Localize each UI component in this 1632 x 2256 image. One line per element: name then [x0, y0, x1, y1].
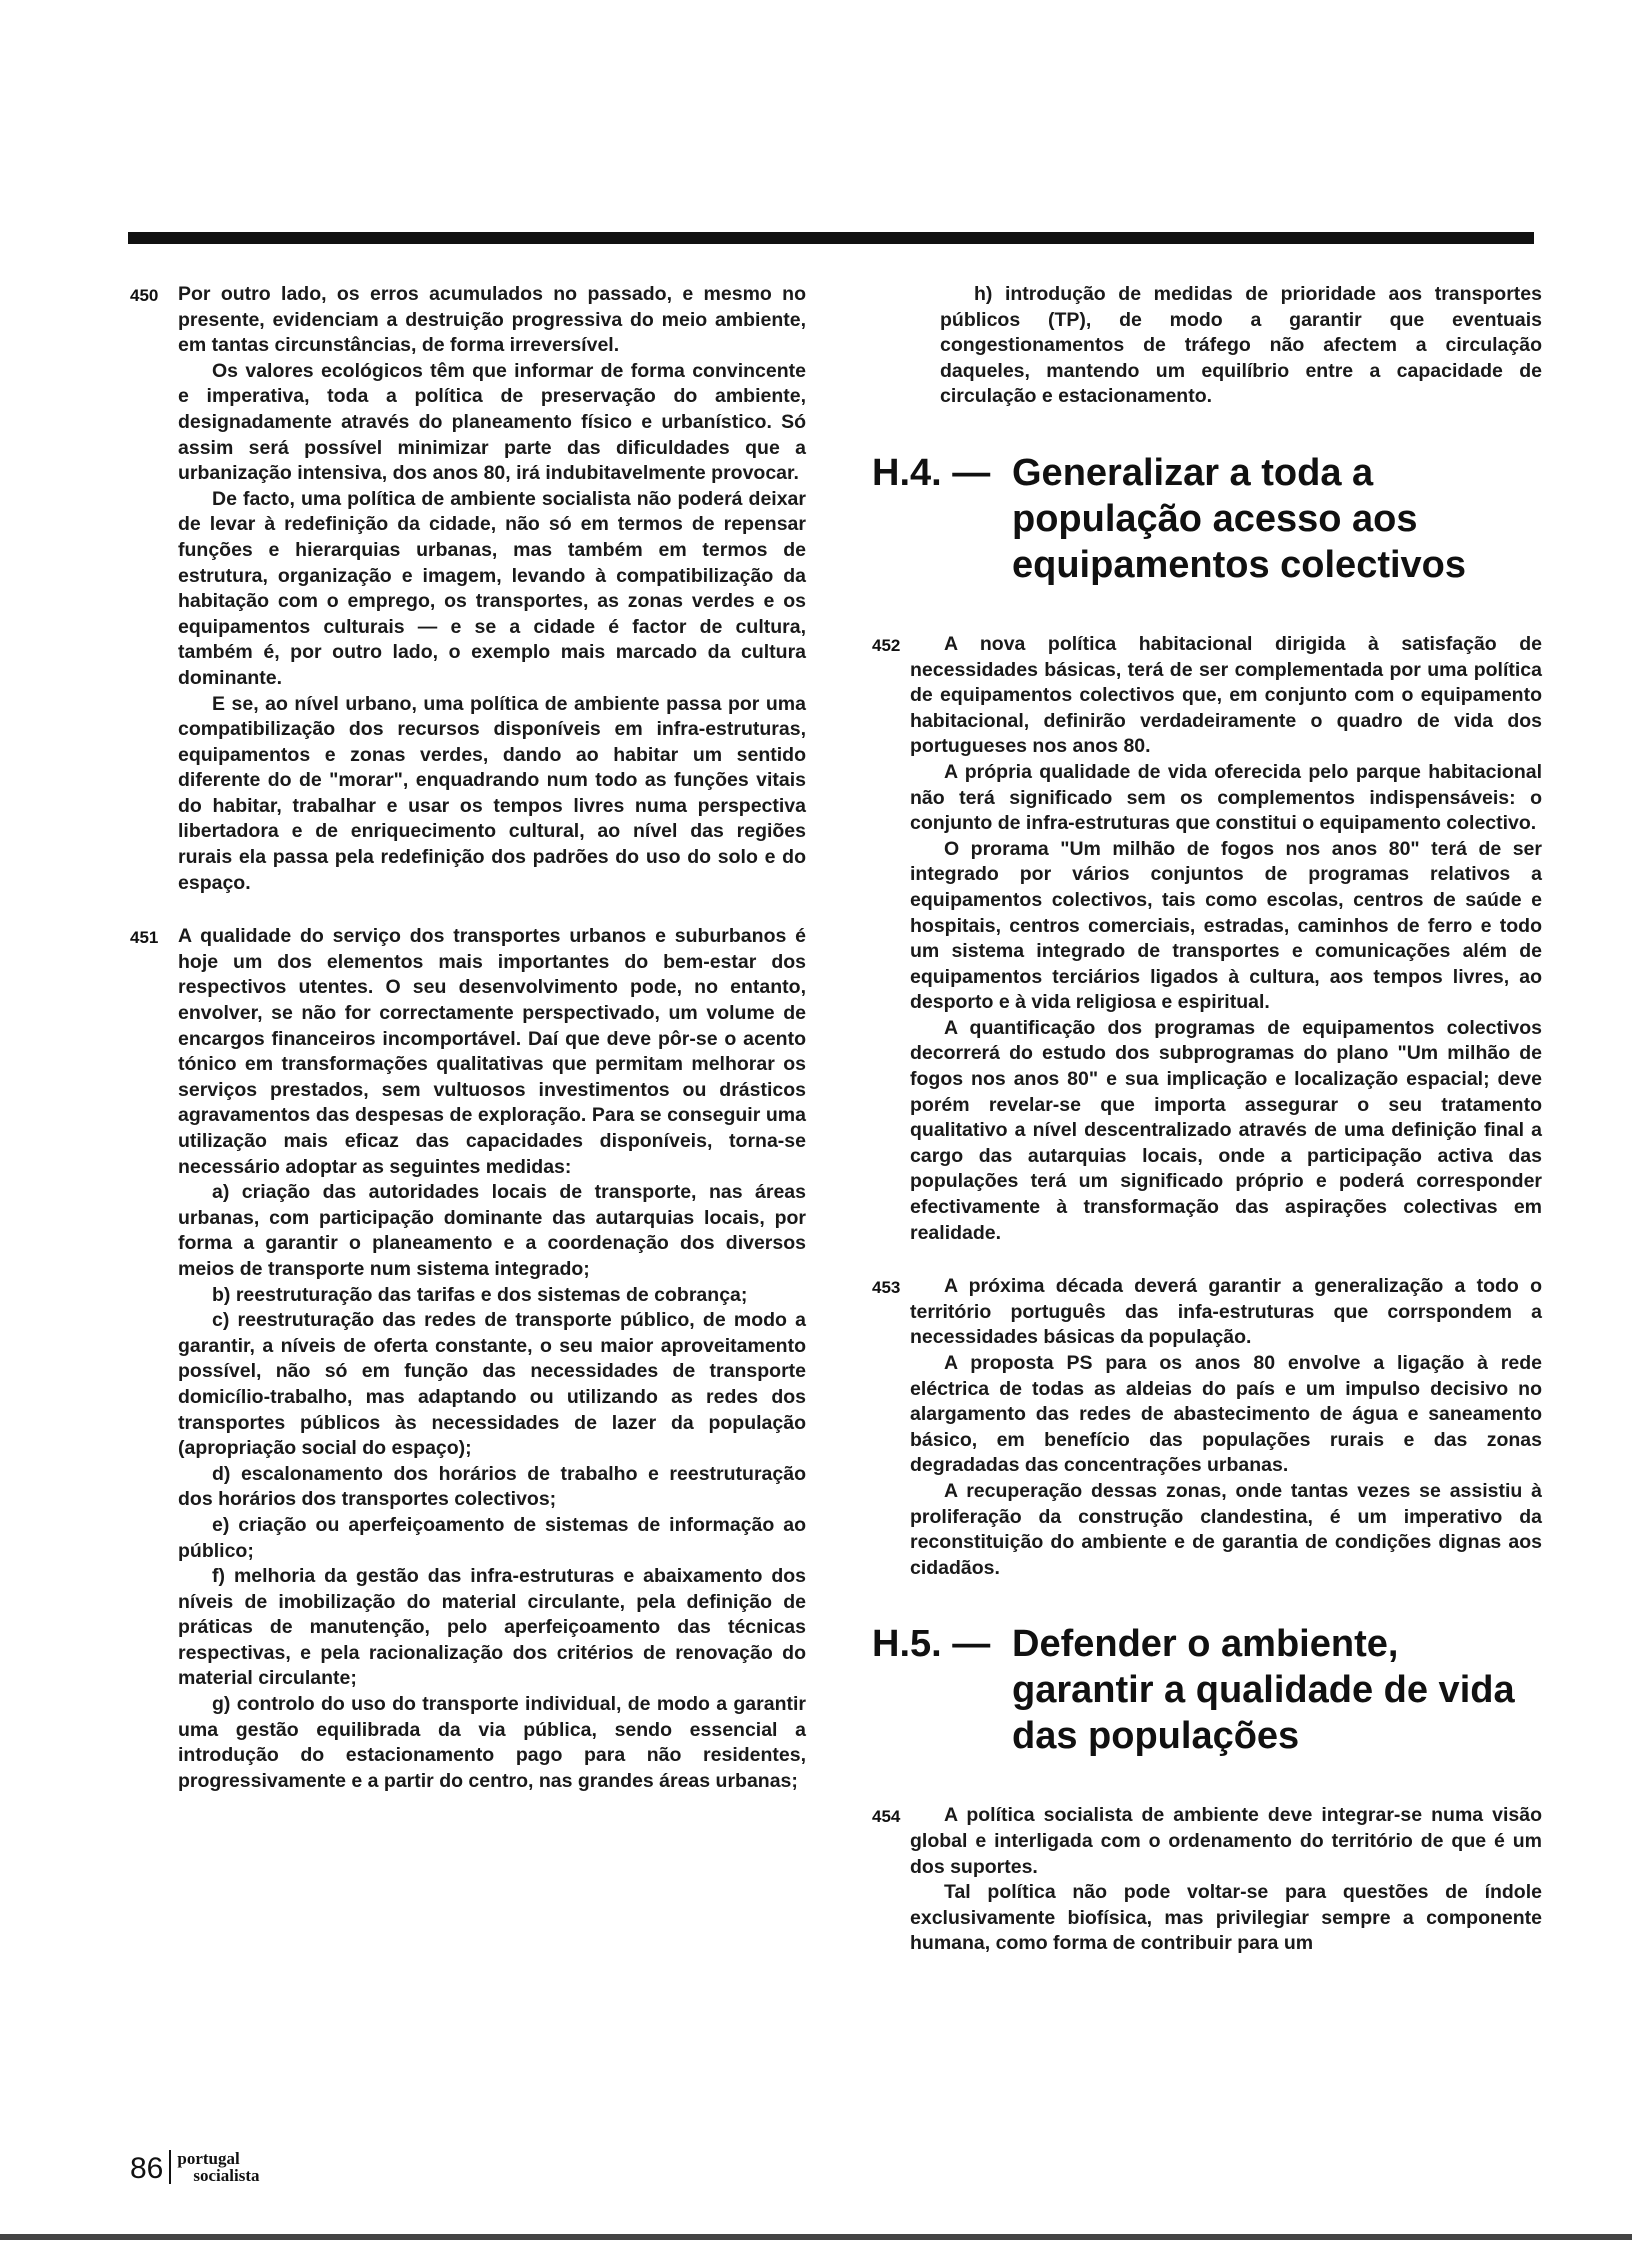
paragraph-450 [130, 282, 806, 896]
logo-line: socialista [193, 2166, 260, 2185]
page-number: 86 [130, 2152, 164, 2185]
publication-logo [169, 2150, 259, 2184]
list-item: h) introdução de medidas de prioridade aos transportes públicos (TP), de modo a garantir que eventuais congestionamentos de tráfego não afectem a circulação daqueles, mantendo um equilíbrio entre a capacidade de circulação e estacionamento. [940, 283, 1542, 408]
paragraph-452 [872, 632, 1542, 1246]
paragraph-text: E se, ao nível urbano, uma política de ambiente passa por uma compatibilização dos recursos disponíveis em infra-estruturas, equipamentos e zonas verdes, dando ao habitar um sentido diferente do de "morar", enquadrando num todo as funções vitais do habitar, trabalhar e usar os tempos livres numa perspectiva libertadora e de enriquecimento cultural, ao nível das regiões rurais ela passa pela redefinição dos padrões do uso do solo e do espaço. [178, 692, 806, 894]
paragraph-number: 450 [130, 286, 159, 305]
paragraph-text: A política socialista de ambiente deve integrar-se numa visão global e interligada com o ordenamento do território de que é um dos suportes. [910, 1804, 1542, 1878]
heading-number: H.5. — [872, 1623, 991, 1666]
paragraph-text: O prorama "Um milhão de fogos nos anos 80" terá de ser integrado por vários conjuntos de programas relativos a equipamentos colectivos, tais como escolas, centros de saúde e hospitais, centros comerciais, estradas, caminhos de ferro e todo um sistema integrado de transportes e comunicações além de equipamentos terciários ligados à cultura, aos tempos livres, ao desporto e à vida religiosa e espiritual. [910, 837, 1542, 1014]
paragraph-text: A próxima década deverá garantir a generalização a todo o território português das infa-estruturas que corrspondem a necessidades básicas da população. [910, 1275, 1542, 1349]
paragraph-text: A qualidade do serviço dos transportes urbanos e suburbanos é hoje um dos elementos mais importantes do bem-estar dos respectivos utentes. O seu desenvolvimento pode, no entanto, envolver, se não for correctamente perspectivado, um volume de encargos financeiros incomportável. Daí que deve pôr-se o acento tónico em transformações qualitativas que permitam melhorar os serviços prestados, sem vultuosos investimentos ou drásticos agravamentos das despesas de exploração. Para se conseguir uma utilização mais eficaz das capacidades disponíveis, torna-se necessário adoptar as seguintes medidas: [178, 925, 806, 1178]
list-item: b) reestruturação das tarifas e dos sistemas de cobrança; [212, 1283, 748, 1306]
list-item: c) reestruturação das redes de transporte público, de modo a garantir, a níveis de oferta constante, o seu maior aproveitamento possível, não só em função das necessidades de transporte domicílio-trabalho, mas adaptando ou utilizando as redes dos transportes públicos às necessidades de lazer da população (apropriação social do espaço); [178, 1309, 806, 1460]
paragraph-text: Por outro lado, os erros acumulados no passado, e mesmo no presente, evidenciam a destruição progressiva do meio ambiente, em tantas circunstâncias, de forma irreversível. [178, 283, 806, 357]
right-column [872, 282, 1542, 1985]
list-item: g) controlo do uso do transporte individual, de modo a garantir uma gestão equilibrada da via pública, sendo essencial a introdução do estacionamento pago para não residentes, progressivamente e a partir do centro, nas grandes áreas urbanas; [178, 1693, 806, 1792]
paragraph-number: 451 [130, 928, 159, 948]
list-item: a) criação das autoridades locais de transporte, nas áreas urbanas, com participação dominante das autarquias locais, por forma a garantir o planeamento e a coordenação dos diversos meios de transporte num sistema integrado; [178, 1181, 806, 1280]
paragraph-number: 453 [872, 1278, 901, 1298]
paragraph-text: A proposta PS para os anos 80 envolve a ligação à rede eléctrica de todas as aldeias do país e um impulso decisivo no alargamento das redes de abastecimento de água e saneamento básico, em benefício das populações rurais e das zonas degradadas das concentrações urbanas. [910, 1352, 1542, 1477]
heading-title: Defender o ambiente, garantir a qualidade de vida das populações [1012, 1623, 1515, 1758]
left-column [130, 282, 806, 1822]
list-item: e) criação ou aperfeiçoamento de sistemas de informação ao público; [178, 1513, 806, 1562]
paragraph-text: Os valores ecológicos têm que informar de forma convincente e imperativa, toda a política de preservação do ambiente, designadamente através do planeamento físico e urbanístico. Só assim será possível minimizar parte das dificuldades que a urbanização intensiva, dos anos 80, irá indubitavelmente provocar. [178, 359, 806, 485]
paragraph-text: De facto, uma política de ambiente socialista não poderá deixar de levar à redefinição da cidade, não só em termos de repensar funções e hierarquias urbanas, mas também em termos de estrutura, organização e imagem, levando à compatibilização da habitação com o emprego, os transportes, as zonas verdes e os equipamentos culturais — e se a cidade é factor de cultura, também é, por outro lado, o exemplo mais marcado da cultura dominante. [178, 487, 806, 689]
paragraph-453 [872, 1274, 1542, 1581]
list-item-h [872, 282, 1542, 410]
logo-line: portugal [177, 2149, 240, 2168]
paragraph-number: 454 [872, 1807, 901, 1827]
paragraph-text: A nova política habitacional dirigida à satisfação de necessidades básicas, terá de ser complementada por uma política de equipamentos colectivos que, em conjunto com o equipamento habitacional, definirão verdadeiramente o quadro de vida dos portugueses nos anos 80. [910, 632, 1542, 758]
paragraph-text: A quantificação dos programas de equipamentos colectivos decorrerá do estudo dos subprogramas do plano "Um milhão de fogos nos anos 80" e sua implicação e localização espacial; deve porém revelar-se que importa assegurar o seu tratamento qualitativo a nível descentralizado através de uma definição final a cargo das autarquias locais, onde a participação activa das populações terá um significado próprio e poderá corresponder efectivamente à transformação das aspirações colectivas em realidade. [910, 1016, 1542, 1244]
paragraph-454 [872, 1803, 1542, 1957]
heading-number: H.4. — [872, 451, 991, 494]
paragraph-text: A recuperação dessas zonas, onde tantas vezes se assistiu à proliferação da construção clandestina, é um imperativo da reconstituição do ambiente e de garantia de condições dignas aos cidadãos. [910, 1479, 1542, 1579]
top-rule [128, 232, 1534, 244]
page-footer [130, 2150, 259, 2184]
section-heading-h4 [872, 450, 1542, 588]
paragraph-text: Tal política não pode voltar-se para questões de índole exclusivamente biofísica, mas privilegiar sempre a componente humana, como forma de contribuir para um [910, 1881, 1542, 1955]
heading-title: Generalizar a toda a população acesso aos equipamentos colectivos [1012, 451, 1467, 586]
section-heading-h5 [872, 1621, 1542, 1759]
bottom-rule [0, 2234, 1632, 2240]
list-item: f) melhoria da gestão das infra-estruturas e abaixamento dos níveis de imobilização do material circulante, pela definição de práticas de manutenção, pelo aperfeiçoamento das técnicas respectivas, e pela racionalização dos critérios de renovação do material circulante; [178, 1565, 806, 1690]
paragraph-text: A própria qualidade de vida oferecida pelo parque habitacional não terá significado sem os complementos indispensáveis: o conjunto de infra-estruturas que constitui o equipamento colectivo. [910, 760, 1542, 835]
paragraph-number: 452 [872, 635, 901, 655]
paragraph-451 [130, 924, 806, 1794]
list-item: d) escalonamento dos horários de trabalho e reestruturação dos horários dos transportes colectivos; [178, 1462, 806, 1511]
